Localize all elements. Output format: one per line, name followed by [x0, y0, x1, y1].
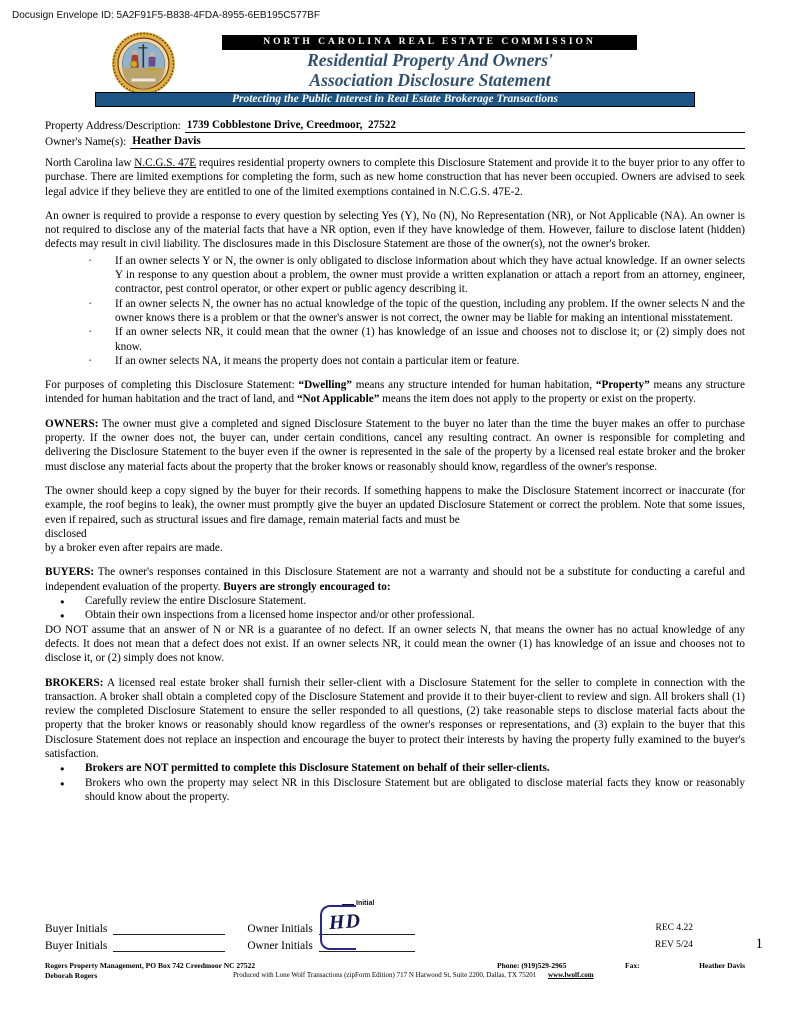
list-item-text: Obtain their own inspections from a licensed home inspector and/or other professional.: [85, 609, 475, 622]
lwolf-link[interactable]: www.lwolf.com: [548, 971, 594, 979]
bullet-icon: [89, 297, 91, 312]
list-item: [45, 354, 745, 368]
footer-agent-name: Deborah Rogers: [45, 971, 98, 980]
list-item-text: If an owner selects NR, it could mean that the owner (1) has knowledge of an issue and chooses not to disclose it; or (2) simply does not know.: [115, 326, 745, 353]
footer-phone: Phone: (919)529-2965: [497, 961, 567, 970]
nc-state-seal-icon: [111, 31, 176, 96]
bullet-icon: [60, 761, 65, 776]
bullet-icon: [60, 776, 65, 791]
tagline-banner: Protecting the Public Interest in Real Estate Brokerage Transactions: [95, 92, 695, 107]
property-address-row: [45, 117, 745, 133]
paragraph-records-line2: disclosed: [45, 527, 87, 540]
footer-fax: Fax:: [625, 961, 640, 970]
paragraph-buyers: BUYERS: The owner's responses contained in this Disclosure Statement are not a warranty and should not be a substitute for conducting a careful and independent evaluation of the property. Buyers are strongly encouraged to:: [45, 566, 745, 593]
owner-name-label: Owner's Name(s):: [45, 135, 127, 148]
initials-block: [45, 918, 745, 952]
owner-name-value: Heather Davis: [130, 134, 745, 149]
docusign-initial-field[interactable]: [318, 896, 382, 956]
owner-initials-label: Owner Initials: [247, 940, 313, 952]
list-item: [45, 254, 745, 297]
list-item: [45, 594, 745, 608]
paragraph-law: North Carolina law N.C.G.S. 47E requires residential property owners to complete this Disclosure Statement and provide it to the buyer prior to any offer to purchase. There are limited exemptions for completing the form, such as new home construction that has never been occupied. Owners are advised to seek legal advice if they believe they are entitled to one of the limited exemptions contained in N.C.G.S. 47E-2.: [45, 157, 745, 198]
commission-banner: NORTH CAROLINA REAL ESTATE COMMISSION: [222, 35, 637, 50]
paragraph-definitions: For purposes of completing this Disclosure Statement: “Dwelling” means any structure intended for human habitation, “Property” means any structure intended for human habitation and the tract of land, and “Not Applicable” means the item does not apply to the property or exist on the property.: [45, 379, 746, 406]
docusign-envelope-id: Docusign Envelope ID: 5A2F91F5-B838-4FDA-8955-6EB195C577BF: [12, 10, 320, 21]
list-item-text: If an owner selects N, the owner has no actual knowledge of the topic of the question, including any problem. If the owner selects N and the owner knows there is a problem or that the owner's answer is not correct, the owner may be liable for making an intentional misstatement.: [115, 297, 745, 324]
initial-tab-label: Initial: [356, 900, 375, 907]
list-item: [45, 608, 745, 622]
buyer-initials-label: Buyer Initials: [45, 940, 108, 952]
owner-name-row: [45, 133, 745, 149]
footer-row-1: [45, 961, 745, 971]
bullet-icon: [89, 254, 91, 269]
bullet-icon: [89, 325, 91, 340]
list-item-text: Brokers who own the property may select NR in this Disclosure Statement but are obligated to disclose material facts they know or reasonably should know about the property.: [85, 776, 745, 803]
list-item-text: Carefully review the entire Disclosure Statement.: [85, 595, 307, 608]
paragraph-records: The owner should keep a copy signed by the buyer for their records. If something happens to make the Disclosure Statement incorrect or inaccurate (for example, the roof begins to leak), the owner must promptly give the buyer an updated Disclosure Statement or correct the problem. Note that some issues, even if repaired, such as structural issues and fire damage, remain material facts and must be: [45, 484, 745, 526]
list-item: [45, 776, 745, 805]
footer-produced-by: [233, 971, 594, 979]
buyer-initials-label: Buyer Initials: [45, 923, 108, 935]
paragraph-do-not: DO NOT assume that an answer of N or NR is a guarantee of no defect. If an owner selects N, that means the owner has no actual knowledge of any defects. It does not mean that a defect does not exist. If an owner selects NR, it could mean the owner (1) has knowledge of an issue and chooses not to disclose it, or (2) simply does not know.: [45, 623, 745, 665]
paragraph-owners: OWNERS: The owner must give a completed and signed Disclosure Statement to the buyer no later than the time the buyer makes an offer to purchase property. If the owner does not, the buyer can, under certain conditions, cancel any resulting contract. An owner is responsible for completing and delivering the Disclosure Statement to the buyer even if the owner is represented in the sale of the property by a licensed real estate broker and the broker must disclose any material facts about the property that the broker knows or reasonably should know, regardless of the owner's response.: [45, 417, 745, 473]
owner-initials-signature: HD: [328, 909, 362, 935]
list-item: [45, 761, 745, 775]
buyer-initials-line: [113, 939, 225, 952]
property-address-value: 1739 Cobblestone Drive, Creedmoor, 27522: [185, 118, 745, 133]
rev-version-label: REV 5/24: [654, 940, 693, 950]
buyers-list: [45, 594, 745, 623]
page-number: 1: [755, 936, 763, 952]
footer-client-name: Heather Davis: [699, 961, 745, 970]
paragraph-response-options: An owner is required to provide a response to every question by selecting Yes (Y), No (N), No Representation (NR), or Not Applicable (NA). An owner is not required to disclose any of the material facts that have a NR option, even if they have knowledge of them. However, failure to disclose latent (hidden) defects may result in civil liability. The disclosures made in this Disclosure Statement are those of the owner(s), not the owner's broker.: [45, 209, 745, 251]
title-line-1: Residential Property And Owners': [307, 50, 553, 70]
brokers-list: [45, 761, 745, 804]
buyer-initials-line: [113, 922, 225, 935]
bullet-icon: [60, 608, 65, 623]
page-footer: [45, 961, 745, 981]
title-line-2: Association Disclosure Statement: [309, 69, 551, 90]
bullet-icon: [60, 594, 65, 609]
list-item: [45, 297, 745, 326]
document-body: [45, 117, 745, 804]
list-item-text: Brokers are NOT permitted to complete this Disclosure Statement on behalf of their seller-clients.: [85, 762, 550, 775]
list-item: [45, 325, 745, 354]
list-item-text: If an owner selects NA, it means the property does not contain a particular item or feature.: [115, 354, 520, 367]
initials-row-1: [45, 918, 745, 935]
paragraph-brokers: BROKERS: A licensed real estate broker shall furnish their seller-client with a Disclosure Statement for the seller to complete in connection with the transaction. A broker shall obtain a completed copy of the Disclosure Statement and provide it to their buyer-client to review and sign. All brokers shall (1) review the completed Disclosure Statement to ensure the seller responded to all questions, (2) take reasonable steps to disclose material facts about the property that the broker knows or reasonably should know regardless of the owner's responses or representations, and (3) explain to the buyer that this Disclosure Statement does not replace an inspection and encourage the buyer to protect their interests by having the property fully examined to the buyer's satisfaction.: [45, 676, 745, 760]
produced-text: Produced with Lone Wolf Transactions (zipForm Edition) 717 N Harwood St, Suite 2200, Dallas, TX 75201: [233, 971, 537, 979]
document-title: [190, 51, 670, 90]
brokerage-firm: Rogers Property Management, PO Box 742 Creedmoor NC 27522: [45, 961, 256, 970]
selection-notes-list: [45, 254, 745, 368]
footer-row-2: [45, 971, 745, 981]
rec-version-label: REC 4.22: [655, 923, 693, 933]
list-item-text: If an owner selects Y or N, the owner is only obligated to disclose information about which they have actual knowledge. If an owner selects Y in response to any question about a problem, the owner must provide a written explanation or attach a report from an attorney, engineer, contractor, pest control operator, or other expert or public agency describing it.: [115, 254, 745, 296]
bullet-icon: [89, 354, 91, 369]
property-address-label: Property Address/Description:: [45, 119, 181, 132]
paragraph-records-line3: by a broker even after repairs are made.: [45, 542, 223, 555]
initial-tab-pointer-line: [342, 904, 354, 905]
owner-initials-label: Owner Initials: [247, 923, 313, 935]
initials-row-2: [45, 935, 745, 952]
